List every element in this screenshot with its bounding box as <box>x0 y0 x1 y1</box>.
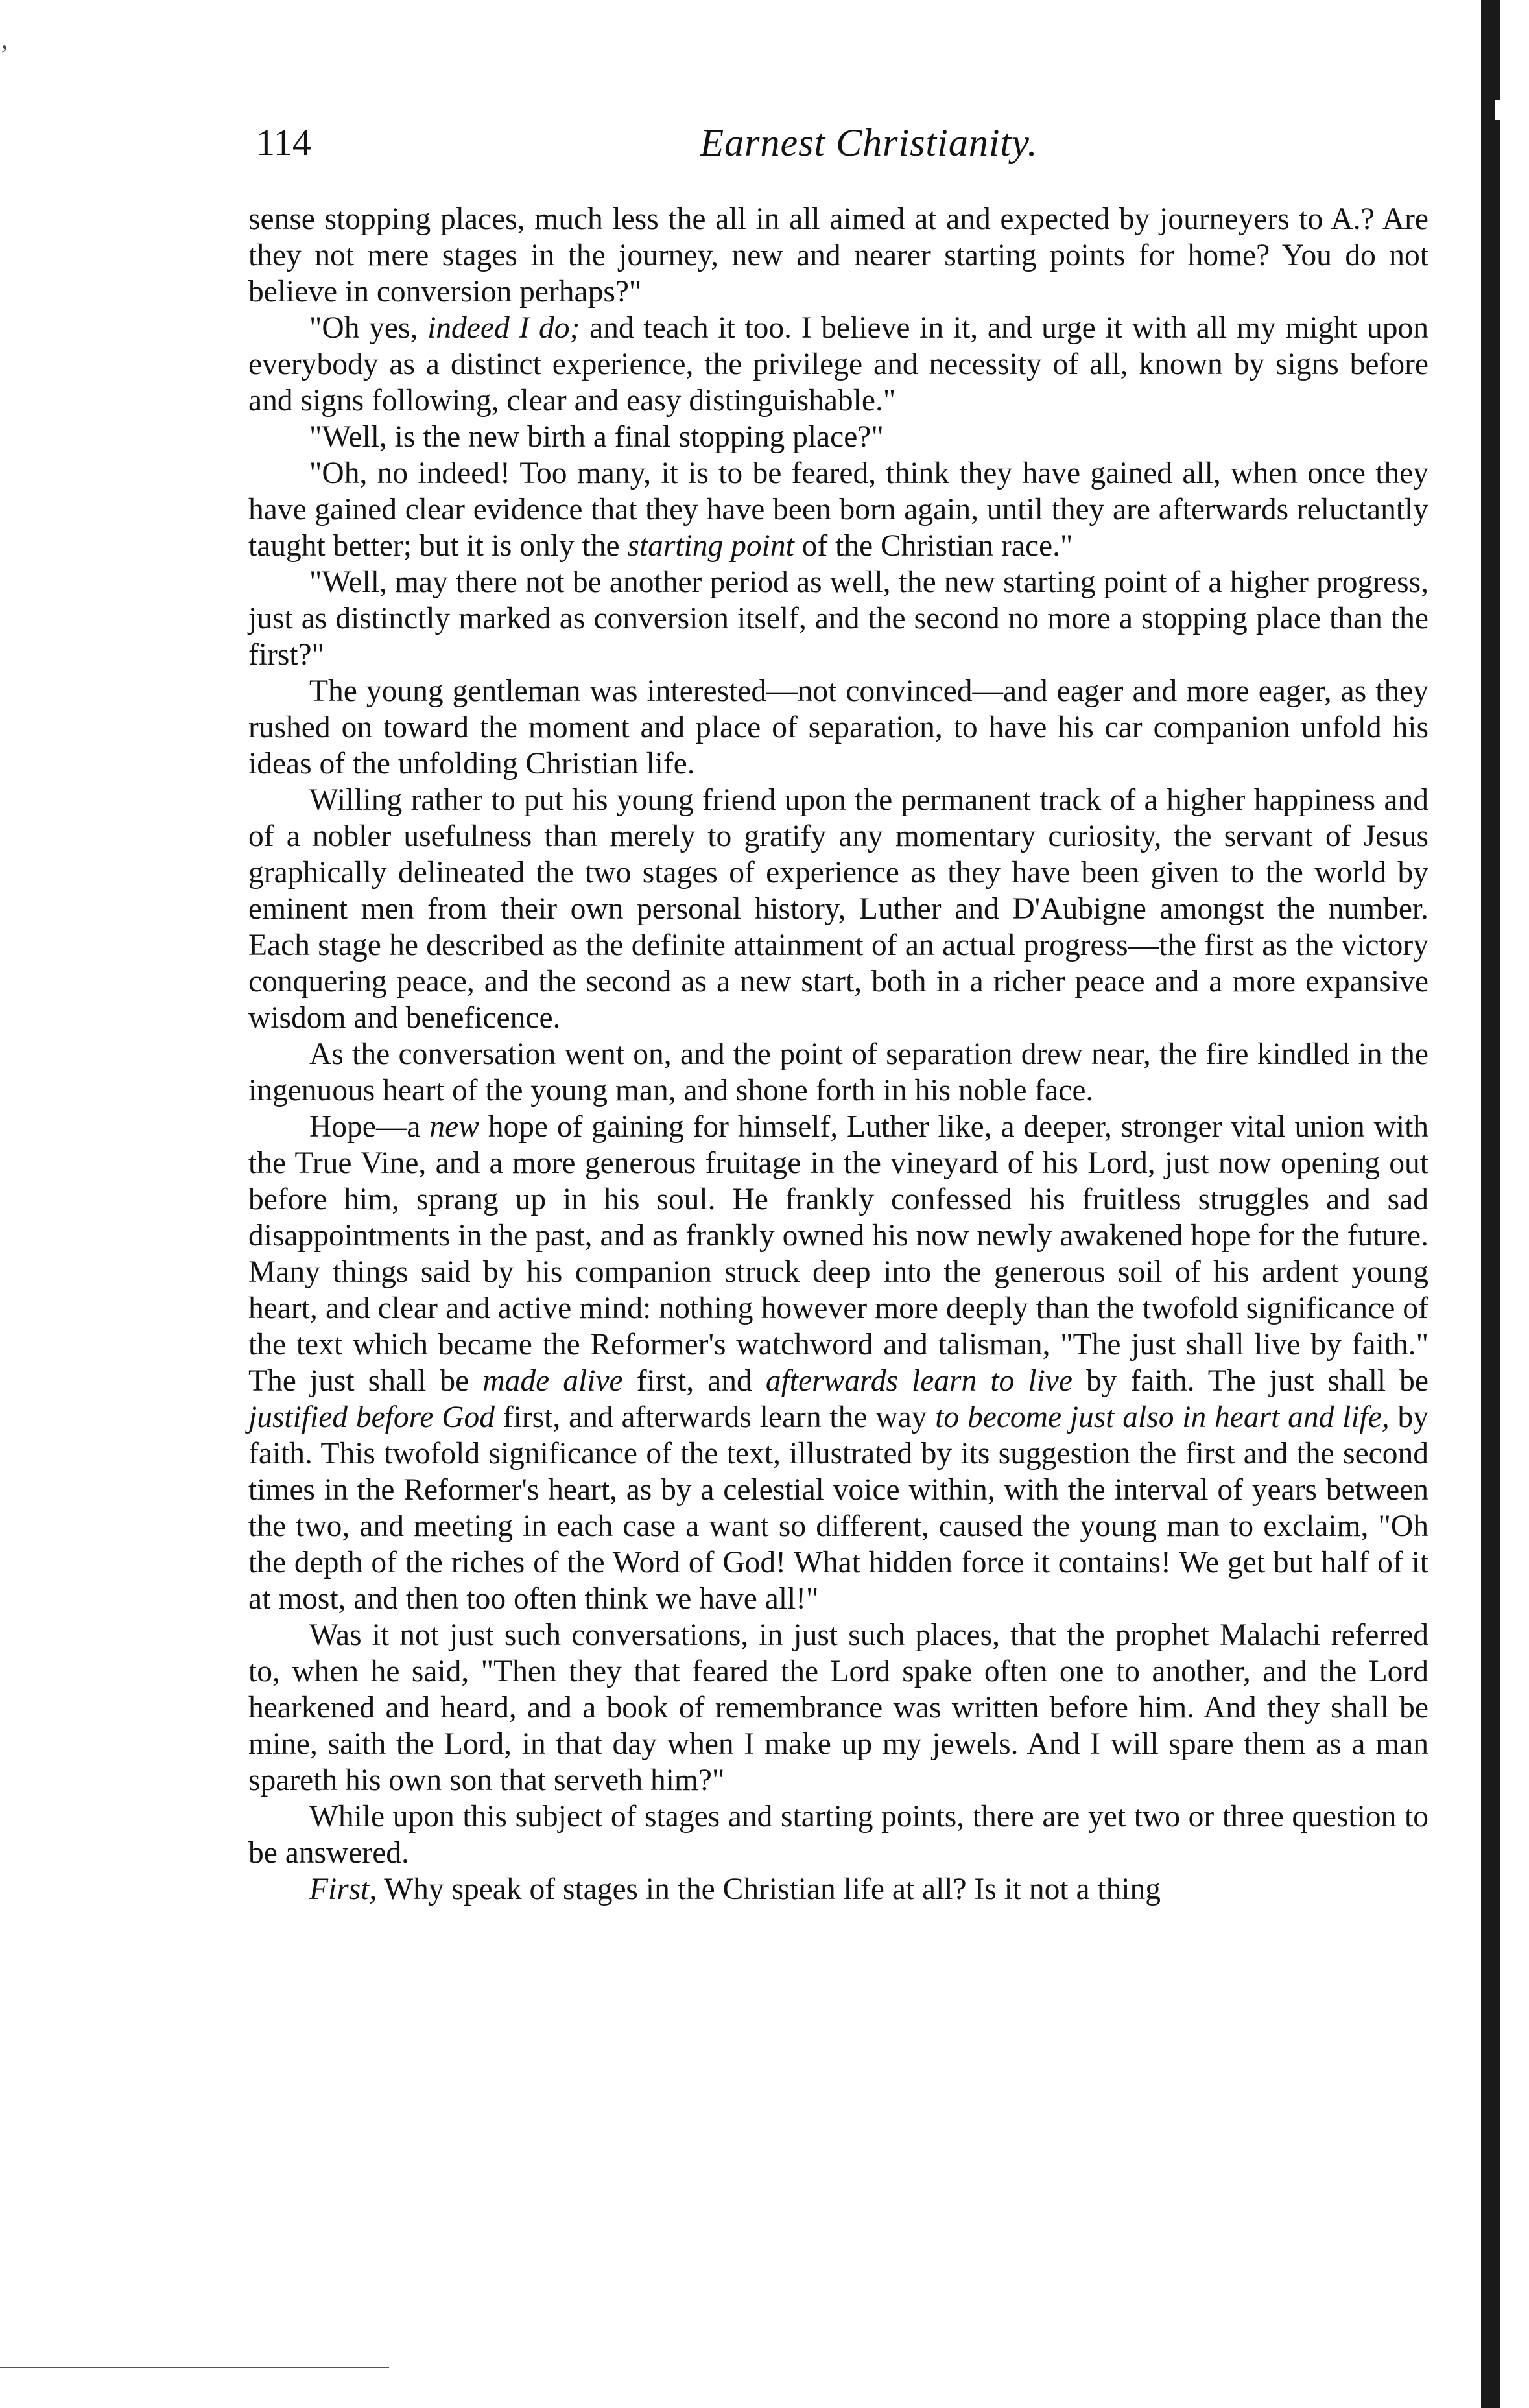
italic-text: justified before God <box>248 1400 495 1434</box>
page-header <box>256 113 1443 172</box>
scan-edge-notch <box>1495 100 1501 120</box>
paragraph <box>248 1109 1428 1617</box>
footer-rule <box>0 2367 389 2368</box>
paragraph-text: "Oh, no indeed! Too many, it is to be feared, think they have gained all, when once they have gained clear evidence that they have been born again, until they are afterwards reluctantly taught better; but it is only the <box>248 456 1428 563</box>
paragraph <box>248 310 1428 419</box>
paragraph-text: first, and <box>622 1364 766 1398</box>
paragraph-text: While upon this subject of stages and starting points, there are yet two or three question to be answered. <box>248 1800 1428 1870</box>
paragraph-text: "Well, may there not be another period as well, the new starting point of a higher progress, just as distinctly marked as conversion itself, and the second no more a stopping place than the first?" <box>248 565 1428 672</box>
paragraph <box>248 564 1428 673</box>
paragraph-text: hope of gaining for himself, Luther like, a deeper, stronger vital union with the True Vine, and a more generous fruitage in the vineyard of his Lord, just now opening out before him, sprang up in his soul. He frankly confessed his fruitless struggles and sad disappointments in the past, and as frankly owned his now newly awakened hope for the future. Many things said by his companion struck deep into the generous soil of his ardent young heart, and clear and active mind: nothing however more deeply than the twofold significance of the text which became the Reformer's watchword and talisman, "The just shall live by faith." The just shall be <box>248 1110 1429 1398</box>
paragraph <box>248 1617 1428 1799</box>
paragraph <box>248 455 1428 564</box>
paragraph-text: of the Christian race." <box>794 529 1073 563</box>
paragraph-text: "Oh yes, <box>309 311 428 345</box>
page-number: 114 <box>256 121 311 163</box>
paragraph-text: "Well, is the new birth a final stopping place?" <box>309 420 884 454</box>
paragraph-text: The young gentleman was interested—not convinced—and eager and more eager, as they rushed on toward the moment and place of separation, to have his car companion unfold his ideas of the unfolding Christian life. <box>248 674 1428 781</box>
paragraph <box>248 1799 1428 1871</box>
paragraph-text: Hope—a <box>309 1110 430 1144</box>
paragraph-text: and teach it too. I believe in it, and urge it with all my might upon everybody as a distinct experience, the privilege and necessity of all, known by signs before and signs following, clear and easy distinguishable." <box>248 311 1428 418</box>
paragraph-text: first, and afterwards learn the way <box>495 1400 936 1434</box>
italic-text: afterwards learn to live <box>765 1364 1073 1398</box>
paragraph <box>248 673 1428 782</box>
italic-text: First, <box>309 1872 377 1906</box>
paragraph-text: by faith. This twofold significance of the text, illustrated by its suggestion the first and the second times in the Reformer's heart, as by a celestial voice within, with the interval of years between the two, and meeting in each case a want so different, caused the young man to exclaim, "Oh the depth of the riches of the Word of God! What hidden force it contains! We get but half of it at most, and then too often think we have all!" <box>248 1400 1428 1616</box>
italic-text: indeed I do; <box>427 311 580 345</box>
paragraph-text: sense stopping places, much less the all in all aimed at and expected by journeyers to A.? Are they not mere stages in the journey, new and nearer starting points for home? You do not believe in conversion perhaps?" <box>248 202 1428 309</box>
paragraph-text: Was it not just such conversations, in just such places, that the prophet Malachi referred to, when he said, "Then they that feared the Lord spake often one to another, and the Lord hearkened and heard, and a book of remembrance was written before him. And they shall be mine, saith the Lord, in that day when I make up my jewels. And I will spare them as a man spareth his own son that serveth him?" <box>248 1618 1428 1797</box>
paragraph-text: Willing rather to put his young friend upon the permanent track of a higher happiness and of a nobler usefulness than merely to gratify any momentary curiosity, the servant of Jesus graphically delineated the two stages of experience as they have been given to the world by eminent men from their own personal history, Luther and D'Aubigne amongst the number. Each stage he described as the definite attainment of an actual progress—the first as the victory conquering peace, and the second as a new start, both in a richer peace and a more expansive wisdom and beneficence. <box>248 783 1428 1035</box>
scan-edge-bar <box>1481 0 1500 2408</box>
paragraph <box>248 1036 1428 1109</box>
paragraph <box>248 1871 1428 1907</box>
running-title: Earnest Christianity. <box>700 121 1038 164</box>
scan-corner-mark: ’ <box>0 40 9 69</box>
paragraph <box>248 782 1428 1036</box>
italic-text: starting point <box>627 529 794 563</box>
italic-text: to become just also in heart and life, <box>935 1400 1390 1434</box>
paragraph-text: by faith. The just shall be <box>1072 1364 1428 1398</box>
italic-text: made alive <box>482 1364 623 1398</box>
paragraph-text: As the conversation went on, and the point of separation drew near, the fire kindled in the ingenuous heart of the young man, and shone forth in his noble face. <box>248 1037 1428 1107</box>
paragraph <box>248 201 1428 310</box>
italic-text: new <box>429 1110 479 1144</box>
paragraph <box>248 419 1428 455</box>
body-text <box>248 201 1428 1907</box>
paragraph-text: Why speak of stages in the Christian life at all? Is it not a thing <box>377 1872 1161 1906</box>
